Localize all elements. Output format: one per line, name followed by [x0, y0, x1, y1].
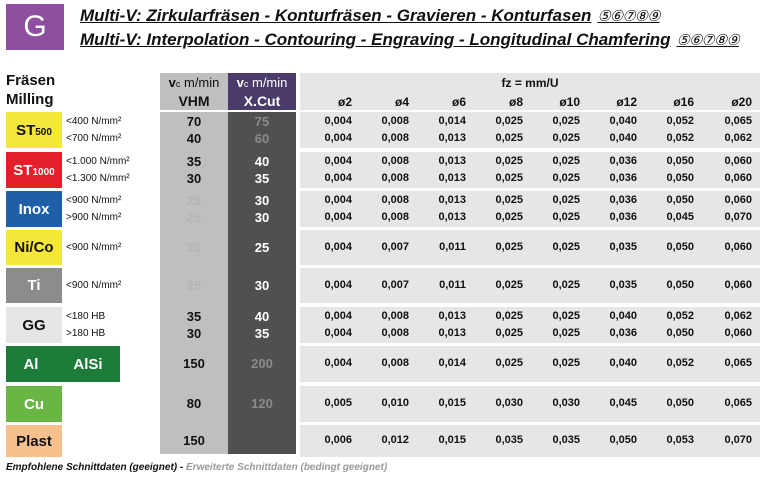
vhm-value: 35 — [186, 154, 202, 169]
fz-value: 0,060 — [724, 194, 752, 206]
fz-value: 0,025 — [495, 172, 523, 184]
strength-label: <900 N/mm² — [66, 195, 122, 206]
fz-value: 0,008 — [381, 310, 409, 322]
fz-value: 0,025 — [552, 132, 580, 144]
fz-value: 0,025 — [495, 115, 523, 127]
fz-value: 0,060 — [724, 240, 752, 253]
fz-value: 0,015 — [438, 397, 466, 409]
fz-value: 0,025 — [552, 115, 580, 127]
fz-value: 0,013 — [438, 172, 466, 184]
fz-value: 0,004 — [324, 115, 352, 127]
fz-value: 0,050 — [666, 240, 694, 253]
vhm-value: 25 — [186, 193, 202, 208]
xcut-value: 35 — [254, 326, 270, 341]
fz-value: 0,008 — [381, 172, 409, 184]
fz-value: 0,030 — [495, 397, 523, 409]
title-english: Multi-V: Interpolation - Contouring - Engraving - Longitudinal Chamfering ⑤⑥⑦⑧⑨ — [80, 30, 739, 49]
fz-value: 0,013 — [438, 155, 466, 167]
fz-value: 0,005 — [324, 397, 352, 409]
fz-value: 0,040 — [609, 132, 637, 144]
fz-value: 0,062 — [724, 310, 752, 322]
material-label: Al AlSi — [6, 346, 120, 382]
fz-value: 0,025 — [495, 327, 523, 339]
fz-value: 0,004 — [324, 194, 352, 206]
material-label: Cu — [6, 386, 62, 422]
diameter-header: ø2 — [337, 95, 352, 109]
fz-value: 0,040 — [609, 357, 637, 369]
fz-value: 0,050 — [666, 278, 694, 291]
fz-value: 0,007 — [381, 278, 409, 291]
fz-value: 0,025 — [552, 194, 580, 206]
fz-value: 0,050 — [609, 434, 637, 446]
xcut-vc-label: vc m/min — [236, 75, 288, 90]
fz-value: 0,025 — [552, 278, 580, 291]
fz-value: 0,060 — [724, 155, 752, 167]
xcut-value: 30 — [254, 277, 270, 293]
vhm-value: 20 — [186, 239, 202, 255]
fz-value: 0,014 — [438, 115, 466, 127]
fz-value: 0,013 — [438, 310, 466, 322]
fz-value: 0,050 — [666, 155, 694, 167]
fz-value: 0,050 — [666, 397, 694, 409]
material-label: Inox — [6, 191, 62, 227]
fz-header: fz = mm/U — [501, 76, 559, 90]
fz-value: 0,052 — [666, 357, 694, 369]
fz-value: 0,013 — [438, 194, 466, 206]
fz-value: 0,030 — [552, 397, 580, 409]
fz-value: 0,025 — [495, 211, 523, 223]
fz-value: 0,008 — [381, 211, 409, 223]
vhm-value: 25 — [186, 277, 202, 293]
diameter-header: ø20 — [731, 95, 752, 109]
fz-value: 0,013 — [438, 132, 466, 144]
fz-value: 0,010 — [381, 397, 409, 409]
fz-value: 0,036 — [609, 327, 637, 339]
diameter-header: ø16 — [673, 95, 694, 109]
fz-value: 0,013 — [438, 327, 466, 339]
fz-value: 0,065 — [724, 115, 752, 127]
fz-value: 0,004 — [324, 357, 352, 369]
fz-value: 0,065 — [724, 357, 752, 369]
fz-value: 0,040 — [609, 115, 637, 127]
xcut-value: 30 — [254, 193, 270, 208]
fz-value: 0,035 — [495, 434, 523, 446]
material-label: ST 1000 — [6, 152, 62, 188]
diameter-header: ø6 — [451, 95, 466, 109]
fz-value: 0,011 — [439, 278, 466, 291]
fz-value: 0,062 — [724, 132, 752, 144]
fz-value: 0,025 — [495, 278, 523, 291]
fz-value: 0,060 — [724, 172, 752, 184]
fz-value: 0,025 — [495, 240, 523, 253]
xcut-value: 40 — [254, 309, 270, 324]
xcut-value: 75 — [254, 114, 270, 129]
header-label-en: Milling — [6, 91, 54, 108]
fz-value: 0,008 — [381, 327, 409, 339]
vhm-value: 30 — [186, 326, 202, 341]
strength-label: <400 N/mm² — [66, 116, 122, 127]
fz-value: 0,004 — [324, 240, 352, 253]
fz-value: 0,004 — [324, 132, 352, 144]
xcut-value: 40 — [254, 154, 270, 169]
fz-value: 0,008 — [381, 155, 409, 167]
fz-value: 0,053 — [666, 434, 694, 446]
fz-value: 0,025 — [495, 357, 523, 369]
fz-value: 0,013 — [438, 211, 466, 223]
footer-note: Empfohlene Schnittdaten (geeignet) - Erweiterte Schnittdaten (bedingt geeignet) — [6, 462, 388, 473]
strength-label: <1.000 N/mm² — [66, 156, 130, 167]
xcut-value: 35 — [254, 171, 270, 186]
fz-value: 0,025 — [495, 155, 523, 167]
fz-value: 0,036 — [609, 155, 637, 167]
strength-label: <180 HB — [66, 311, 106, 322]
vhm-value: 150 — [183, 356, 205, 371]
fz-value: 0,036 — [609, 211, 637, 223]
material-label: GG — [6, 307, 62, 343]
fz-value: 0,035 — [609, 240, 637, 253]
strength-label: <900 N/mm² — [66, 279, 122, 291]
fz-value: 0,045 — [609, 397, 637, 409]
xcut-value: 30 — [254, 210, 270, 225]
fz-value: 0,050 — [666, 194, 694, 206]
fz-value: 0,052 — [666, 132, 694, 144]
strength-label: >180 HB — [66, 328, 106, 339]
header-label-de: Fräsen — [6, 72, 56, 89]
vhm-value: 30 — [186, 171, 202, 186]
material-label: ST 500 — [6, 112, 62, 148]
strength-label: <700 N/mm² — [66, 133, 122, 144]
fz-value: 0,014 — [438, 357, 466, 369]
vhm-value: 70 — [186, 114, 202, 129]
fz-value: 0,052 — [666, 310, 694, 322]
xcut-header: X.Cut — [243, 93, 281, 109]
fz-value: 0,025 — [552, 172, 580, 184]
fz-value: 0,025 — [495, 194, 523, 206]
material-label: Ni/Co — [6, 230, 62, 265]
title-german: Multi-V: Zirkularfräsen - Konturfräsen - Gravieren - Konturfasen ⑤⑥⑦⑧⑨ — [80, 6, 660, 25]
fz-value: 0,035 — [609, 278, 637, 291]
fz-value: 0,012 — [381, 434, 409, 446]
fz-value: 0,004 — [324, 155, 352, 167]
fz-value: 0,004 — [324, 172, 352, 184]
xcut-value: 120 — [251, 396, 273, 411]
fz-value: 0,035 — [552, 434, 580, 446]
fz-value: 0,006 — [324, 434, 352, 446]
fz-value: 0,040 — [609, 310, 637, 322]
strength-label: <1.300 N/mm² — [66, 173, 130, 184]
diameter-header: ø10 — [559, 95, 580, 109]
section-badge: G — [6, 4, 64, 50]
fz-value: 0,008 — [381, 194, 409, 206]
fz-value: 0,060 — [724, 278, 752, 291]
fz-value: 0,004 — [324, 327, 352, 339]
xcut-value: 25 — [254, 239, 270, 255]
fz-value: 0,025 — [552, 211, 580, 223]
xcut-value: 200 — [251, 356, 273, 371]
fz-value: 0,025 — [552, 327, 580, 339]
vhm-value: 35 — [186, 309, 202, 324]
fz-value: 0,025 — [552, 240, 580, 253]
diameter-header: ø8 — [508, 95, 523, 109]
fz-value: 0,015 — [438, 434, 466, 446]
fz-value: 0,045 — [666, 211, 694, 223]
fz-value: 0,025 — [552, 357, 580, 369]
fz-value: 0,008 — [381, 115, 409, 127]
fz-value: 0,060 — [724, 327, 752, 339]
fz-value: 0,036 — [609, 172, 637, 184]
fz-value: 0,050 — [666, 172, 694, 184]
fz-value: 0,025 — [552, 155, 580, 167]
fz-value: 0,065 — [724, 397, 752, 409]
fz-value: 0,025 — [495, 310, 523, 322]
strength-label: <900 N/mm² — [66, 241, 122, 253]
fz-value: 0,036 — [609, 194, 637, 206]
fz-value: 0,004 — [324, 278, 352, 291]
fz-value: 0,025 — [495, 132, 523, 144]
fz-value: 0,008 — [381, 132, 409, 144]
strength-label: >900 N/mm² — [66, 212, 122, 223]
fz-value: 0,004 — [324, 211, 352, 223]
vhm-value: 40 — [186, 131, 202, 146]
diameter-header: ø4 — [394, 95, 409, 109]
diameter-header: ø12 — [616, 95, 637, 109]
fz-value: 0,052 — [666, 115, 694, 127]
material-label: Plast — [6, 425, 62, 457]
vhm-header: VHM — [178, 93, 210, 109]
fz-value: 0,004 — [324, 310, 352, 322]
fz-value: 0,011 — [439, 240, 466, 253]
fz-value: 0,007 — [381, 240, 409, 253]
fz-value: 0,008 — [381, 357, 409, 369]
vhm-value: 80 — [186, 396, 202, 411]
fz-value: 0,070 — [724, 434, 752, 446]
fz-value: 0,050 — [666, 327, 694, 339]
vhm-vc-label: vc m/min — [168, 75, 220, 90]
vhm-value: 150 — [183, 433, 205, 448]
xcut-value: 60 — [254, 131, 270, 146]
fz-value: 0,025 — [552, 310, 580, 322]
vhm-value: 25 — [186, 210, 202, 225]
fz-value: 0,070 — [724, 211, 752, 223]
material-label: Ti — [6, 268, 62, 303]
